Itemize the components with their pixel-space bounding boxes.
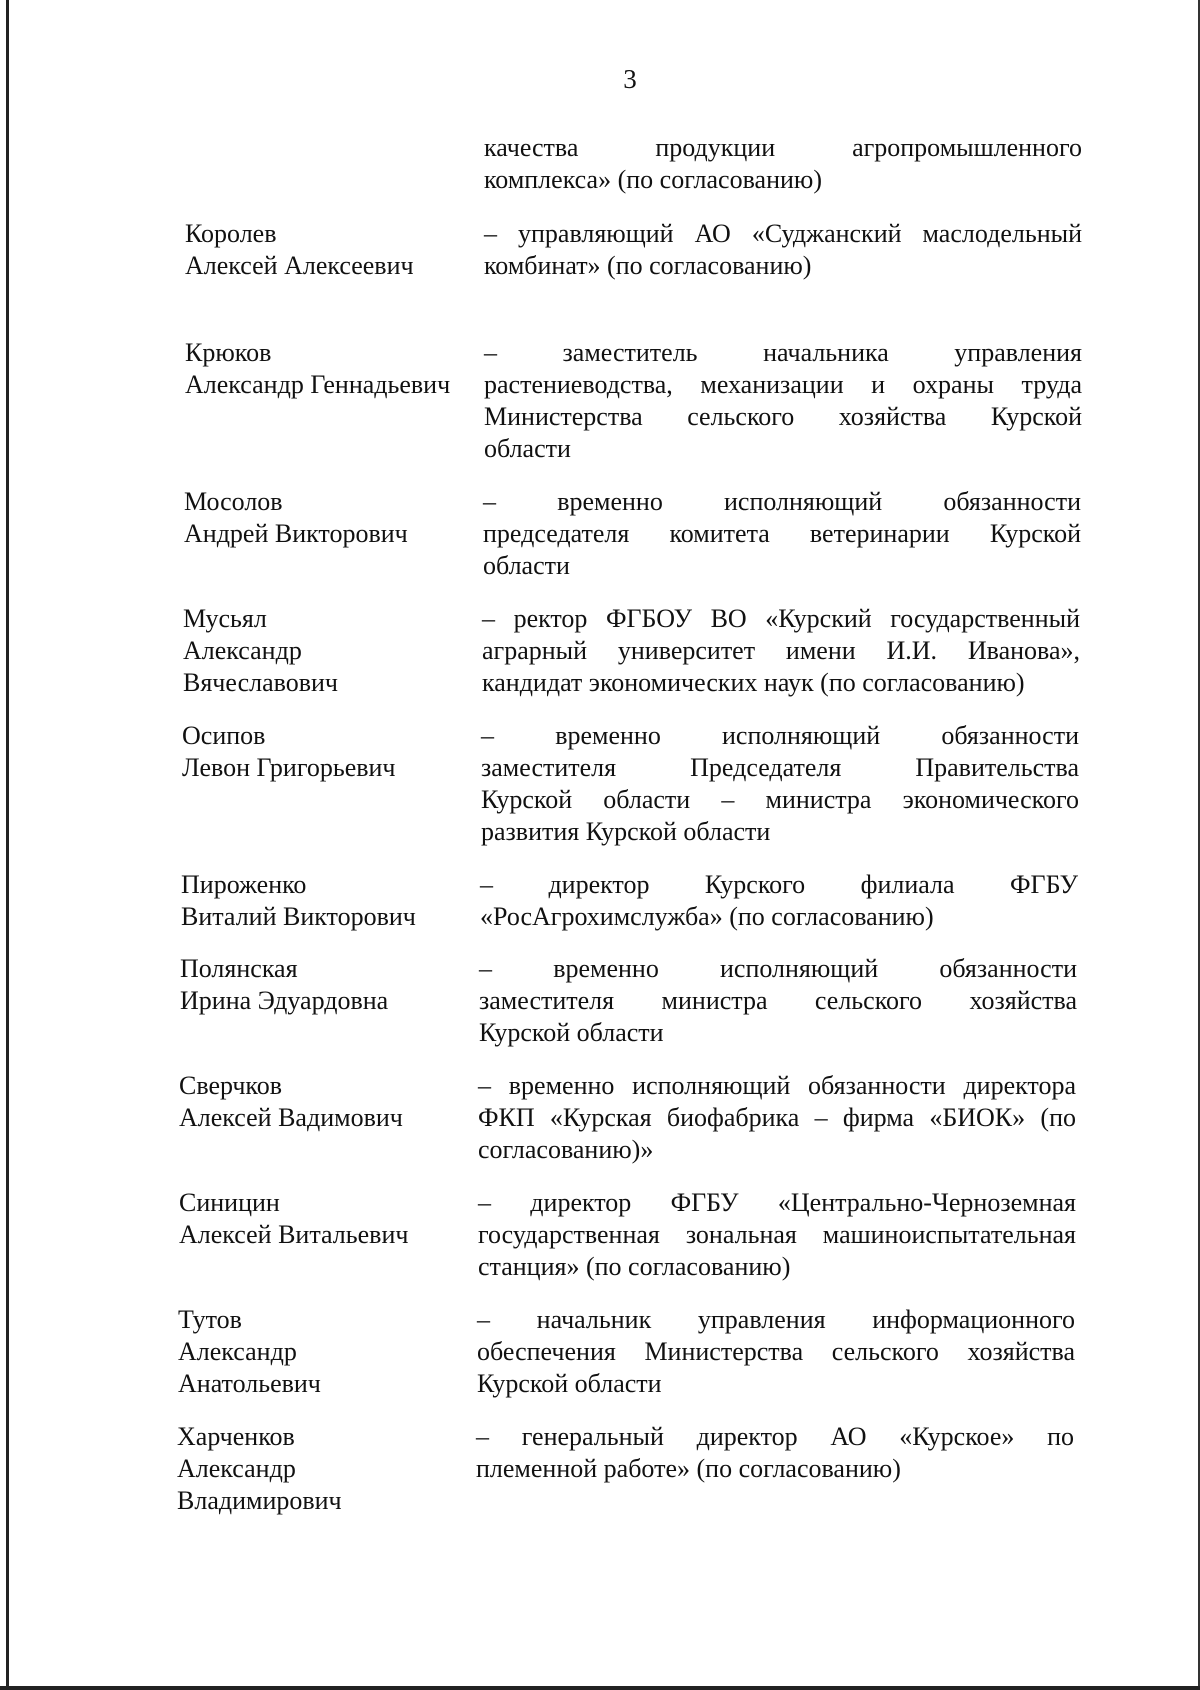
description-line: «РосАгрохимслужба» (по согласованию) (480, 902, 934, 931)
description-line: ФКП «Курская биофабрика – фирма «БИОК» (по (478, 1103, 1076, 1132)
member-description (484, 218, 1082, 282)
member-surname: Пироженко (181, 870, 307, 899)
member-given-name: Ирина Эдуардовна (180, 986, 389, 1015)
description-line: обеспечения Министерства сельского хозяйства (477, 1337, 1075, 1366)
description-line: – начальник управления информационного (477, 1305, 1075, 1334)
member-given-name: Владимирович (177, 1486, 342, 1515)
intro-description (484, 132, 1082, 196)
member-name (184, 486, 408, 550)
description-line: станция» (по согласованию) (478, 1252, 791, 1281)
member-name (180, 953, 388, 1017)
member-given-name: Алексей Алексеевич (185, 251, 414, 280)
description-line: области (484, 434, 571, 463)
member-description (483, 486, 1081, 582)
member-given-name: Виталий Викторович (181, 902, 416, 931)
member-description (478, 1070, 1076, 1166)
member-given-name: Алексей Витальевич (179, 1220, 409, 1249)
description-line: – директор ФГБУ «Центрально-Черноземная (478, 1188, 1076, 1217)
member-description (480, 869, 1078, 933)
member-description (481, 720, 1079, 848)
description-line: – временно исполняющий обязанности (479, 954, 1077, 983)
member-name (178, 1304, 321, 1400)
description-line: – временно исполняющий обязанности (483, 487, 1081, 516)
description-line: области (483, 551, 570, 580)
description-line: – управляющий АО «Суджанский маслодельный (484, 219, 1082, 248)
member-given-name: Александр (183, 636, 302, 665)
description-line: председателя комитета ветеринарии Курской (483, 519, 1081, 548)
description-line: растениеводства, механизации и охраны труда (484, 370, 1082, 399)
description-line: аграрный университет имени И.И. Иванова», (482, 636, 1080, 665)
member-description (484, 337, 1082, 465)
description-line: Курской области – министра экономического (481, 785, 1079, 814)
description-line: качества продукции агропромышленного (484, 133, 1082, 162)
member-name (183, 603, 338, 699)
member-surname: Синицин (179, 1188, 280, 1217)
description-line: заместителя министра сельского хозяйства (479, 986, 1077, 1015)
member-surname: Осипов (182, 721, 266, 750)
member-description (476, 1421, 1074, 1485)
description-line: Курской области (477, 1369, 662, 1398)
description-line: – заместитель начальника управления (484, 338, 1082, 367)
description-line: Министерства сельского хозяйства Курской (484, 402, 1082, 431)
description-line: комбинат» (по согласованию) (484, 251, 812, 280)
member-surname: Крюков (185, 338, 272, 367)
member-surname: Королев (185, 219, 277, 248)
member-given-name: Вячеславович (183, 668, 338, 697)
description-line: согласованию)» (478, 1135, 654, 1164)
member-name (185, 218, 414, 282)
member-surname: Тутов (178, 1305, 242, 1334)
member-description (478, 1187, 1076, 1283)
member-surname: Мосолов (184, 487, 283, 516)
member-name (182, 720, 396, 784)
description-line: Курской области (479, 1018, 664, 1047)
member-given-name: Анатольевич (178, 1369, 321, 1398)
member-given-name: Александр Геннадьевич (185, 370, 451, 399)
member-name (185, 337, 450, 401)
scan-edge-bottom (0, 1686, 1200, 1690)
member-description (479, 953, 1077, 1049)
scan-edge-left (6, 0, 9, 1690)
member-given-name: Андрей Викторович (184, 519, 408, 548)
description-line: – генеральный директор АО «Курское» по (476, 1422, 1074, 1451)
member-surname: Харченков (177, 1422, 295, 1451)
description-line: развития Курской области (481, 817, 771, 846)
member-name (179, 1187, 408, 1251)
description-line: – временно исполняющий обязанности директора (478, 1071, 1076, 1100)
description-line: племенной работе» (по согласованию) (476, 1454, 901, 1483)
member-surname: Мусьял (183, 604, 267, 633)
member-given-name: Александр (178, 1337, 297, 1366)
member-surname: Сверчков (179, 1071, 283, 1100)
description-line: кандидат экономических наук (по согласованию) (482, 668, 1025, 697)
description-line: – временно исполняющий обязанности (481, 721, 1079, 750)
member-given-name: Алексей Вадимович (179, 1103, 403, 1132)
description-line: – ректор ФГБОУ ВО «Курский государственный (482, 604, 1080, 633)
member-given-name: Александр (177, 1454, 296, 1483)
description-line: – директор Курского филиала ФГБУ (480, 870, 1078, 899)
member-name (177, 1421, 342, 1517)
member-name (179, 1070, 403, 1134)
member-given-name: Левон Григорьевич (182, 753, 396, 782)
description-line: заместителя Председателя Правительства (481, 753, 1079, 782)
member-surname: Полянская (180, 954, 298, 983)
page-number: 3 (623, 64, 637, 94)
description-line: государственная зональная машиноиспытательная (478, 1220, 1076, 1249)
description-line: комплекса» (по согласованию) (484, 165, 822, 194)
member-description (482, 603, 1080, 699)
member-description (477, 1304, 1075, 1400)
member-name (181, 869, 416, 933)
